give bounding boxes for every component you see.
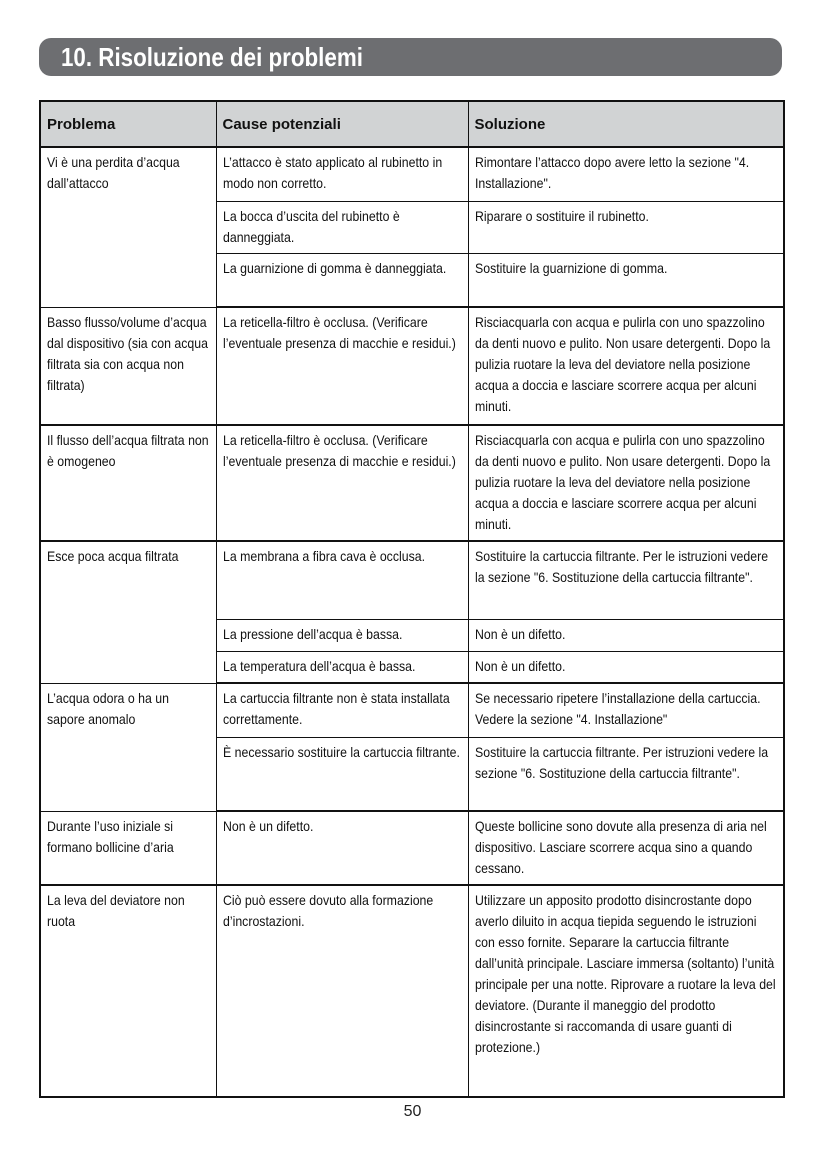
cause-cell [216, 619, 468, 651]
table-row [40, 885, 784, 1097]
cause-cell [216, 737, 468, 811]
cause-text: L’attacco è stato applicato al rubinetto in modo non corretto. [222, 154, 442, 191]
solution-cell [468, 811, 784, 885]
problem-cell [40, 885, 216, 1097]
solution-cell [468, 541, 784, 619]
cause-text: È necessario sostituire la cartuccia filtrante. [222, 743, 460, 760]
cause-cell [216, 651, 468, 683]
table-row [40, 683, 784, 737]
problem-text: Vi è una perdita d’acqua dall’attacco [47, 154, 180, 191]
problem-text: Basso flusso/volume d’acqua dal dispositivo (sia con acqua filtrata sia con acqua non filtrata) [47, 313, 208, 393]
solution-text: Riparare o sostituire il rubinetto. [474, 207, 649, 224]
solution-cell [468, 253, 784, 307]
cause-text: La pressione dell’acqua è bassa. [222, 625, 402, 642]
page-title: 10. Risoluzione dei problemi [61, 41, 363, 72]
cause-text: La temperatura dell’acqua è bassa. [222, 657, 415, 674]
problem-cell [40, 147, 216, 307]
solution-cell [468, 651, 784, 683]
page-number: 50 [403, 1103, 422, 1120]
table-header-row [40, 101, 784, 147]
solution-text: Rimontare l’attacco dopo avere letto la sezione "4. Installazione". [474, 154, 749, 191]
solution-text: Sostituire la guarnizione di gomma. [474, 259, 667, 276]
cause-cell [216, 683, 468, 737]
solution-cell [468, 201, 784, 253]
solution-text: Utilizzare un apposito prodotto disincrostante dopo averlo diluito in acqua tiepida seguendo le istruzioni con esso fornite. Separare la cartuccia filtrante dall’unità principale. Lasciare immersa (soltanto) l’unità principale per una notte. Riprovare a ruotare la leva del deviatore. (Durante il maneggio del prodotto disincrostante si raccomanda di usare guanti di protezione.) [474, 892, 776, 1055]
solution-cell [468, 683, 784, 737]
cause-text: Non è un difetto. [222, 818, 313, 834]
solution-text: Risciacquarla con acqua e pulirla con uno spazzolino da denti nuovo e pulito. Non usare detergenti. Dopo la pulizia ruotare la leva del deviatore nella posizione acqua a doccia e lasciare scorrere acqua per alcuni minuti. [474, 314, 770, 414]
cause-text: Ciò può essere dovuto alla formazione d’incrostazioni. [222, 892, 433, 929]
solution-cell [468, 737, 784, 811]
table-row [40, 425, 784, 541]
problem-text: L’acqua odora o ha un sapore anomalo [47, 689, 169, 727]
solution-cell [468, 619, 784, 651]
cause-cell [216, 147, 468, 201]
cause-cell [216, 811, 468, 885]
troubleshooting-table [39, 100, 785, 1098]
table-row [40, 307, 784, 425]
solution-text: Risciacquarla con acqua e pulirla con uno spazzolino da denti nuovo e pulito. Non usare detergenti. Dopo la pulizia ruotare la leva del deviatore nella posizione acqua a doccia e lasciare scorrere acqua per alcuni minuti. [474, 432, 770, 532]
solution-text: Se necessario ripetere l’installazione della cartuccia. Vedere la sezione "4. Installazione" [474, 690, 761, 727]
solution-text: Sostituire la cartuccia filtrante. Per le istruzioni vedere la sezione "6. Sostituzione della cartuccia filtrante". [474, 548, 768, 585]
solution-cell [468, 147, 784, 201]
table-row [40, 147, 784, 201]
solution-cell [468, 425, 784, 541]
cause-text: La membrana a fibra cava è occlusa. [222, 548, 425, 564]
problem-cell [40, 683, 216, 811]
solution-cell [468, 307, 784, 425]
solution-text: Sostituire la cartuccia filtrante. Per istruzioni vedere la sezione "6. Sostituzione della cartuccia filtrante". [474, 743, 768, 781]
cause-text: La guarnizione di gomma è danneggiata. [222, 259, 446, 276]
cause-text: La cartuccia filtrante non è stata installata correttamente. [222, 690, 450, 727]
problem-cell [40, 541, 216, 683]
problem-cell [40, 307, 216, 425]
problem-text: La leva del deviatore non ruota [47, 892, 185, 929]
cause-text: La reticella-filtro è occlusa. (Verificare l’eventuale presenza di macchie e residui.) [222, 432, 456, 469]
cause-cell [216, 885, 468, 1097]
cause-cell [216, 307, 468, 425]
solution-text: Non è un difetto. [474, 625, 565, 642]
problem-text: Durante l’uso iniziale si formano bollicine d’aria [47, 817, 174, 855]
solution-text: Queste bollicine sono dovute alla presenza di aria nel dispositivo. Lasciare scorrere acqua sino a quando cessano. [474, 818, 767, 876]
section-title-bar [39, 38, 782, 76]
header-causes: Cause potenziali [216, 101, 468, 147]
cause-text: La reticella-filtro è occlusa. (Verificare l’eventuale presenza di macchie e residui.) [222, 314, 456, 351]
cause-cell [216, 253, 468, 307]
solution-cell [468, 885, 784, 1097]
cause-cell [216, 425, 468, 541]
cause-text: La bocca d’uscita del rubinetto è danneggiata. [222, 207, 400, 245]
problem-cell [40, 425, 216, 541]
cause-cell [216, 201, 468, 253]
table-row [40, 811, 784, 885]
header-problem: Problema [40, 101, 216, 147]
solution-text: Non è un difetto. [474, 657, 565, 674]
problem-cell [40, 811, 216, 885]
table-row [40, 541, 784, 619]
header-solution: Soluzione [468, 101, 784, 147]
problem-text: Il flusso dell’acqua filtrata non è omogeneo [47, 432, 209, 469]
problem-text: Esce poca acqua filtrata [47, 548, 179, 564]
cause-cell [216, 541, 468, 619]
